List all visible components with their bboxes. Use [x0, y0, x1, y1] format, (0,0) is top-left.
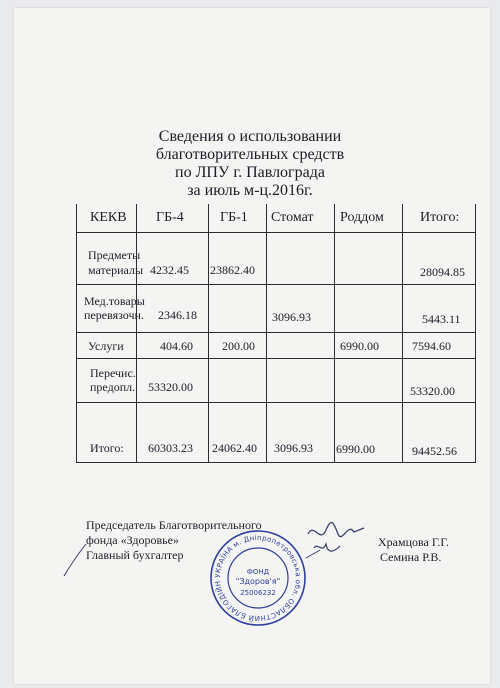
- row-label: материалы: [88, 263, 144, 277]
- totals-gb4: 60303.23: [148, 441, 193, 455]
- cell-total: 7594.60: [412, 339, 451, 353]
- chair-name: Храмцова Г.Г.: [378, 535, 450, 549]
- table-rule: [334, 204, 335, 462]
- table-rule: [76, 204, 77, 462]
- totals-total: 94452.56: [412, 444, 457, 458]
- svg-text:ФОНД: ФОНД: [246, 568, 270, 576]
- usage-table: [76, 204, 476, 462]
- row-label: Услуги: [88, 339, 124, 353]
- document-title: [0, 128, 500, 200]
- title-line-4: за июль м-ц.2016г.: [187, 182, 313, 199]
- row-label: Мед.товары: [84, 294, 145, 308]
- cell-gb1: 23862.40: [210, 263, 255, 277]
- totals-stomat: 3096.93: [274, 441, 313, 455]
- row-label: предопл.: [90, 380, 136, 394]
- table-rule: [136, 204, 137, 462]
- header-stomat: Стомат: [271, 210, 314, 225]
- cell-total: 53320.00: [410, 384, 455, 398]
- cell-gb4: 2346.18: [158, 308, 197, 322]
- totals-roddom: 6990.00: [336, 442, 375, 456]
- chair-title-line1: Председатель Благотворительного: [86, 518, 262, 532]
- cell-total: 5443.11: [422, 312, 461, 326]
- table-rule: [76, 462, 476, 463]
- handwritten-signature: [300, 514, 370, 574]
- cell-total: 28094.85: [420, 265, 465, 279]
- accountant-title: Главный бухгалтер: [86, 548, 184, 562]
- row-label: Перечис.: [90, 366, 136, 380]
- cell-gb4: 404.60: [160, 339, 193, 353]
- pen-mark: [60, 540, 90, 580]
- header-kekv: КЕКВ: [90, 210, 127, 225]
- svg-text:УКРАЇНА м. Дніпропетровська об: УКРАЇНА м. Дніпропетровська обл. ОБЛАСТНИЙ БЛАГОДІЙН: [213, 533, 303, 623]
- table-rule: [475, 204, 476, 462]
- cell-roddom: 6990.00: [340, 339, 379, 353]
- organization-stamp: [208, 528, 308, 628]
- cell-gb4: 53320.00: [148, 380, 193, 394]
- row-label: Предметы: [88, 248, 141, 262]
- header-total: Итого:: [420, 210, 460, 225]
- chair-title-line2: фонда «Здоровье»: [86, 533, 179, 547]
- table-rule: [208, 204, 209, 462]
- totals-label: Итого:: [90, 441, 124, 455]
- svg-text:"Здоров'я": "Здоров'я": [235, 577, 281, 586]
- totals-gb1: 24062.40: [212, 441, 257, 455]
- cell-gb1: 200.00: [222, 339, 255, 353]
- svg-text:25006232: 25006232: [240, 589, 276, 597]
- accountant-name: Семина Р.В.: [380, 550, 442, 564]
- header-roddom: Роддом: [340, 210, 384, 225]
- title-line-3: по ЛПУ г. Павлограда: [175, 164, 325, 181]
- row-label: перевязочн.: [84, 308, 144, 322]
- table-rule: [266, 204, 267, 462]
- stamp-seal: [208, 528, 308, 628]
- header-gb1: ГБ-1: [220, 210, 248, 225]
- cell-stomat: 3096.93: [272, 310, 311, 324]
- table-rule: [402, 204, 403, 462]
- title-line-1: Сведения о использовании: [158, 128, 342, 145]
- cell-gb4: 4232.45: [150, 263, 189, 277]
- header-gb4: ГБ-4: [156, 210, 184, 225]
- title-line-2: благотворительных средств: [155, 146, 345, 163]
